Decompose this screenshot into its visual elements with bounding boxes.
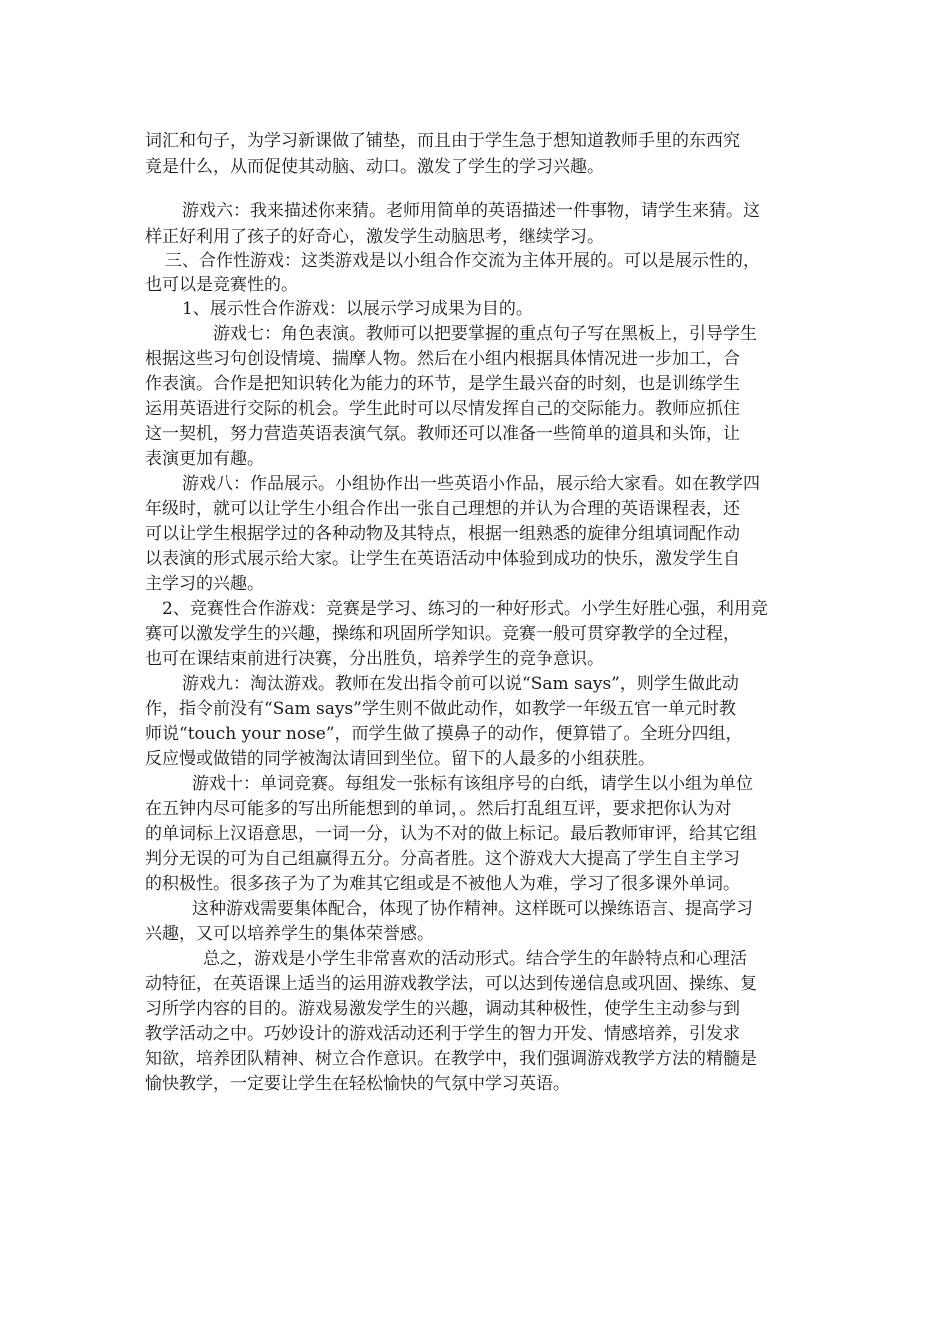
text-line: 这一契机，努力营造英语表演气氛。教师还可以准备一些简单的道具和头饰，让 bbox=[145, 424, 740, 444]
text-line: 可以让学生根据学过的各种动物及其特点，根据一组熟悉的旋律分组填词配作动 bbox=[145, 524, 740, 544]
text-line: 判分无误的可为自己组赢得五分。分高者胜。这个游戏大大提高了学生自主学习 bbox=[145, 849, 740, 869]
text-line: 年级时，就可以让学生小组合作出一张自己理想的并认为合理的英语课程表，还 bbox=[145, 499, 740, 519]
text-line: 总之，游戏是小学生非常喜欢的活动形式。结合学生的年龄特点和心理活 bbox=[203, 949, 747, 969]
text-line: 主学习的兴趣。 bbox=[145, 574, 264, 594]
text-line: 在五钟内尽可能多的写出所能想到的单词，。然后打乱组互评，要求把你认为对 bbox=[145, 799, 732, 819]
text-line: 的单词标上汉语意思，一词一分，认为不对的做上标记。最后教师审评，给其它组 bbox=[145, 824, 757, 844]
text-line: 游戏九：淘汰游戏。教师在发出指令前可以说“Sam says”，则学生做此动 bbox=[182, 674, 739, 694]
text-line: 根据这些习句创设情境、揣摩人物。然后在小组内根据具体情况进一步加工，合 bbox=[145, 349, 740, 369]
text-line: 游戏七：角色表演。教师可以把要掌握的重点句子写在黑板上，引导学生 bbox=[213, 324, 757, 344]
text-line: 反应慢或做错的同学被淘汰请回到坐位。留下的人最多的小组获胜。 bbox=[145, 749, 655, 769]
text-line: 三、合作性游戏：这类游戏是以小组合作交流为主体开展的。可以是展示性的， bbox=[165, 251, 760, 271]
text-line: 兴趣，又可以培养学生的集体荣誉感。 bbox=[145, 924, 434, 944]
text-line: 1、展示性合作游戏：以展示学习成果为目的。 bbox=[182, 299, 533, 319]
text-line: 游戏十：单词竞赛。每组发一张标有该组序号的白纸，请学生以小组为单位 bbox=[192, 774, 753, 794]
text-line: 游戏六：我来描述你来猜。老师用简单的英语描述一件事物，请学生来猜。这 bbox=[182, 201, 760, 221]
text-line: 习所学内容的目的。游戏易激发学生的兴趣，调动其种极性，使学生主动参与到 bbox=[145, 999, 740, 1019]
text-line: 的积极性。很多孩子为了为难其它组或是不被他人为难，学习了很多课外单词。 bbox=[145, 874, 740, 894]
text-line: 这种游戏需要集体配合，体现了协作精神。这样既可以操练语言、提高学习 bbox=[192, 899, 753, 919]
text-line: 也可以是竞赛性的。 bbox=[145, 275, 298, 295]
text-line: 师说“touch your nose”，而学生做了摸鼻子的动作，便算错了。全班分四组， bbox=[145, 724, 743, 744]
text-line: 运用英语进行交际的机会。学生此时可以尽情发挥自己的交际能力。教师应抓住 bbox=[145, 399, 740, 419]
text-line: 作，指令前没有“Sam says”学生则不做此动作，如教学一年级五官一单元时教 bbox=[145, 699, 736, 719]
text-line: 词汇和句子，为学习新课做了铺垫，而且由于学生急于想知道教师手里的东西究 bbox=[145, 131, 740, 151]
text-line: 以表演的形式展示给大家。让学生在英语活动中体验到成功的快乐，激发学生自 bbox=[145, 549, 740, 569]
text-line: 竟是什么，从而促使其动脑、动口。激发了学生的学习兴趣。 bbox=[145, 157, 604, 177]
text-line: 表演更加有趣。 bbox=[145, 449, 264, 469]
text-line: 知欲，培养团队精神、树立合作意识。在教学中，我们强调游戏教学方法的精髓是 bbox=[145, 1049, 757, 1069]
text-line: 2、竞赛性合作游戏：竞赛是学习、练习的一种好形式。小学生好胜心强，利用竞 bbox=[162, 599, 768, 619]
text-line: 动特征，在英语课上适当的运用游戏教学法，可以达到传递信息或巩固、操练、复 bbox=[145, 974, 757, 994]
text-line: 样正好利用了孩子的好奇心，激发学生动脑思考，继续学习。 bbox=[145, 227, 604, 247]
text-line: 游戏八：作品展示。小组协作出一些英语小作品，展示给大家看。如在教学四 bbox=[182, 474, 760, 494]
text-line: 教学活动之中。巧妙设计的游戏活动还利于学生的智力开发、情感培养，引发求 bbox=[145, 1024, 740, 1044]
text-line: 作表演。合作是把知识转化为能力的环节，是学生最兴奋的时刻，也是训练学生 bbox=[145, 374, 740, 394]
text-line: 赛可以激发学生的兴趣，操练和巩固所学知识。竞赛一般可贯穿教学的全过程， bbox=[145, 624, 740, 644]
text-line: 愉快教学，一定要让学生在轻松愉快的气氛中学习英语。 bbox=[145, 1074, 570, 1094]
text-line: 也可在课结束前进行决赛，分出胜负，培养学生的竞争意识。 bbox=[145, 649, 604, 669]
